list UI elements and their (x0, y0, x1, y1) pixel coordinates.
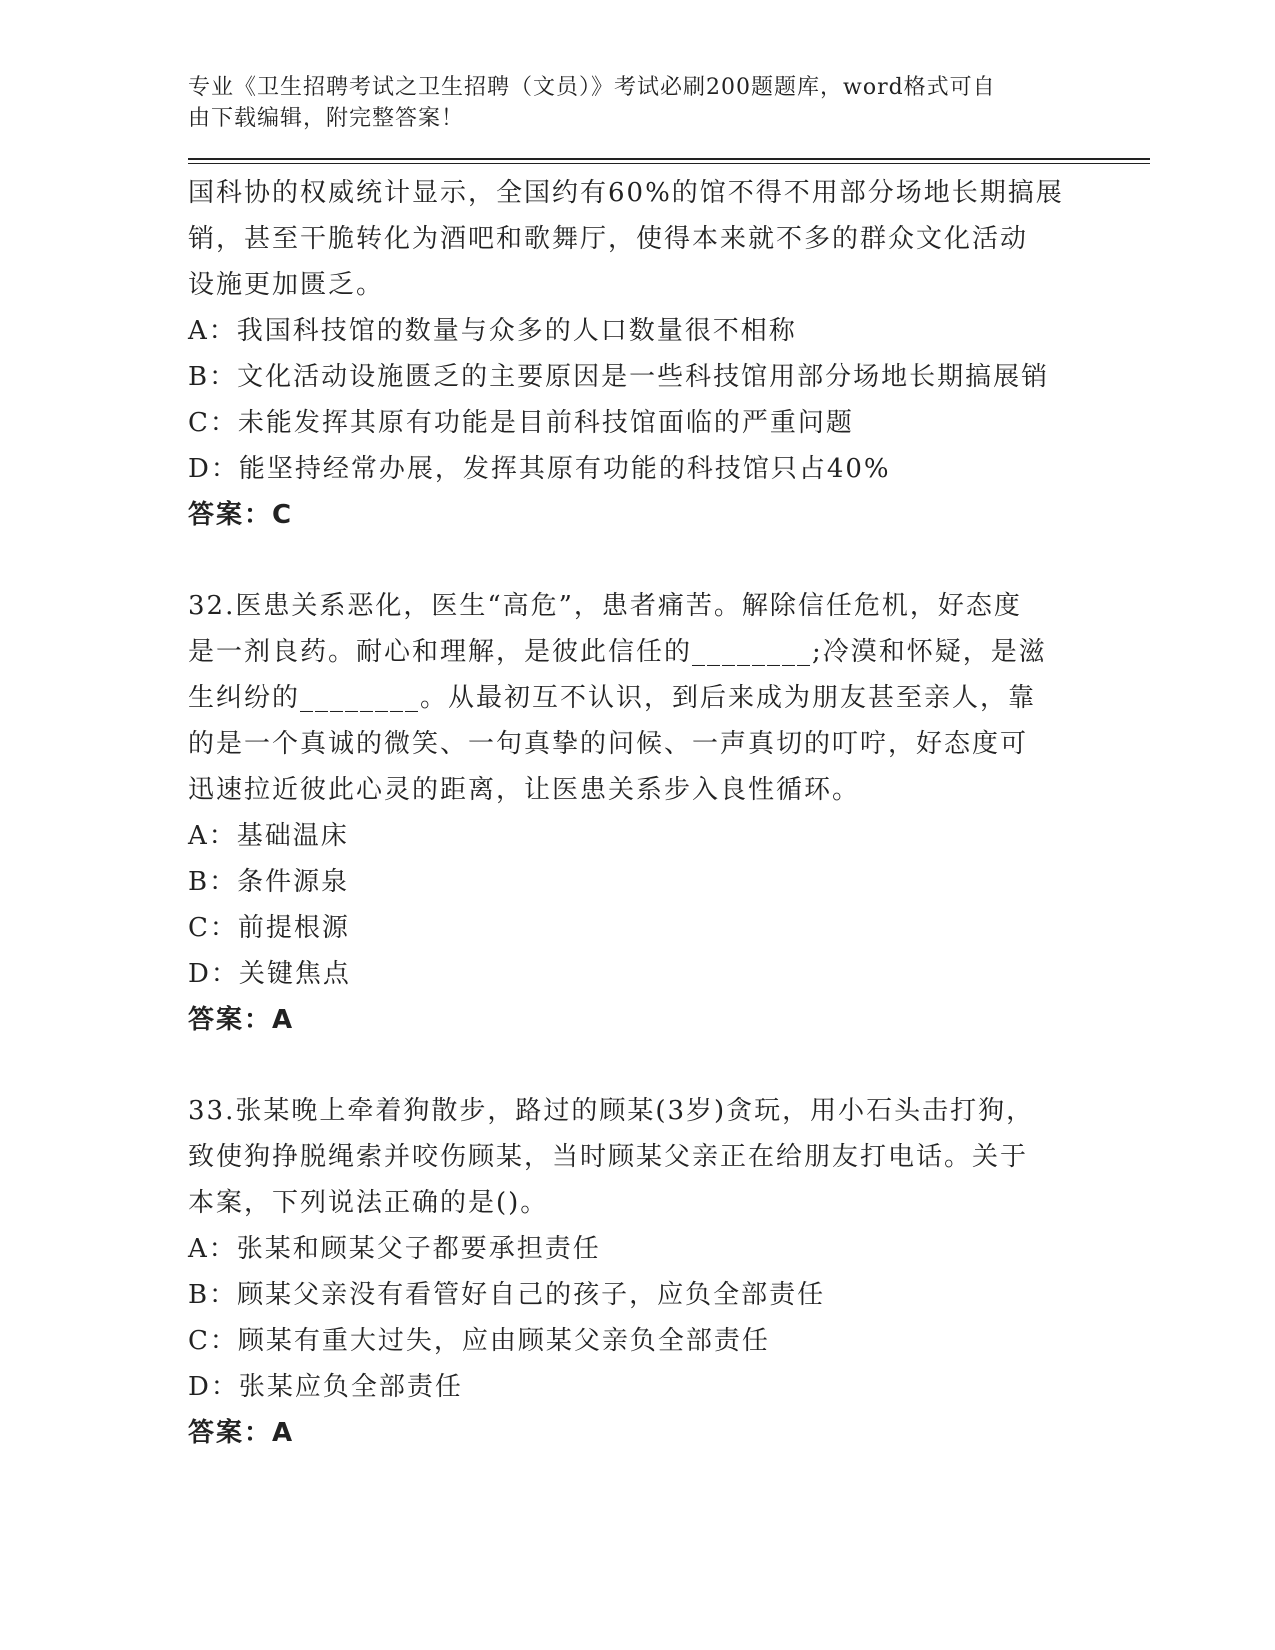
option-a: A：我国科技馆的数量与众多的人口数量很不相称 (188, 316, 797, 346)
option-b: B：文化活动设施匮乏的主要原因是一些科技馆用部分场地长期搞展销 (188, 362, 1050, 392)
spacer (188, 1043, 1150, 1088)
header-divider (188, 158, 1150, 164)
question-text-line: 销，甚至干脆转化为酒吧和歌舞厅，使得本来就不多的群众文化活动 (188, 224, 1029, 254)
option-a: A：张某和顾某父子都要承担责任 (188, 1234, 601, 1264)
question-text-line: 生纠纷的________。从最初互不认识，到后来成为朋友甚至亲人，靠 (188, 683, 1037, 713)
spacer (188, 538, 1150, 583)
option-b: B：条件源泉 (188, 867, 350, 897)
answer-line: 答案：C (188, 500, 294, 530)
document-page (188, 72, 1150, 1456)
header-line-2: 由下载编辑，附完整答案！ (188, 106, 465, 131)
option-c: C：未能发挥其原有功能是目前科技馆面临的严重问题 (188, 408, 854, 438)
question-text-line: 设施更加匮乏。 (188, 270, 385, 300)
header-line-1: 专业《卫生招聘考试之卫生招聘（文员）》考试必刷200题题库，word格式可自 (188, 75, 996, 100)
document-header (188, 72, 1058, 134)
question-text-line: 33.张某晚上牵着狗散步，路过的顾某(3岁)贪玩，用小石头击打狗， (188, 1096, 1035, 1126)
option-d: D：张某应负全部责任 (188, 1372, 463, 1402)
option-c: C：顾某有重大过失，应由顾某父亲负全部责任 (188, 1326, 770, 1356)
option-a: A：基础温床 (188, 821, 349, 851)
question-32 (188, 583, 1088, 1043)
question-text-line: 本案，下列说法正确的是()。 (188, 1188, 549, 1218)
question-text-line: 致使狗挣脱绳索并咬伤顾某，当时顾某父亲正在给朋友打电话。关于 (188, 1142, 1029, 1172)
option-c: C：前提根源 (188, 913, 350, 943)
question-text-line: 32.医患关系恶化，医生“高危”，患者痛苦。解除信任危机，好态度 (188, 591, 1022, 621)
question-text-line: 迅速拉近彼此心灵的距离，让医患关系步入良性循环。 (188, 775, 861, 805)
option-d: D：关键焦点 (188, 959, 351, 989)
answer-line: 答案：A (188, 1418, 295, 1448)
question-text-line: 是一剂良药。耐心和理解，是彼此信任的________;冷漠和怀疑，是滋 (188, 637, 1047, 667)
question-33 (188, 1088, 1088, 1456)
question-text-line: 国科协的权威统计显示，全国约有60%的馆不得不用部分场地长期搞展 (188, 178, 1064, 208)
option-b: B：顾某父亲没有看管好自己的孩子，应负全部责任 (188, 1280, 826, 1310)
question-text-line: 的是一个真诚的微笑、一句真挚的问候、一声真切的叮咛，好态度可 (188, 729, 1029, 759)
answer-line: 答案：A (188, 1005, 295, 1035)
option-d: D：能坚持经常办展，发挥其原有功能的科技馆只占40% (188, 454, 891, 484)
question-31 (188, 170, 1088, 538)
